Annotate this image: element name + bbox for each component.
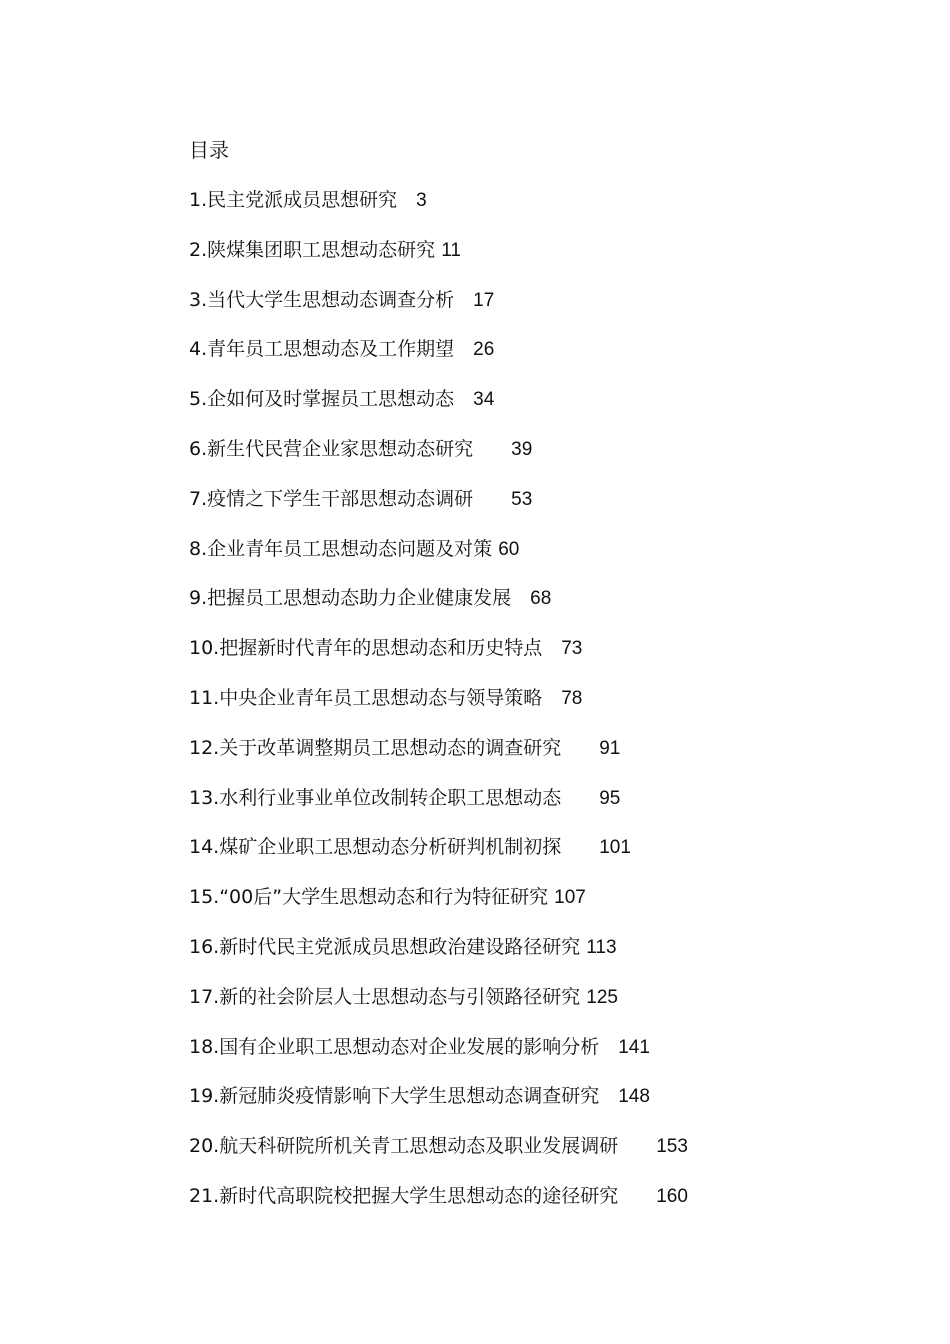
toc-entry-page: 95 [599,787,621,809]
toc-entry [189,1079,889,1113]
toc-entry [189,482,889,516]
toc-entry-gap [561,836,599,858]
toc-entry-label: 16.新时代民主党派成员思想政治建设路径研究 [189,935,581,958]
toc-entry-label: 21.新时代高职院校把握大学生思想动态的途径研究 [189,1184,619,1207]
toc-entry [189,781,889,815]
toc-entry-label: 8.企业青年员工思想动态问题及对策 [189,537,493,560]
toc-entry [189,532,889,566]
toc-entry [189,880,889,914]
toc-entry [189,631,889,665]
toc-entry-gap [599,1085,618,1107]
table-of-contents [189,133,889,1229]
toc-entry-gap [473,438,511,460]
toc-entry-page: 11 [441,239,461,261]
toc-entry-gap [511,587,530,609]
toc-entry-page: 53 [511,488,533,510]
toc-entry-label: 15.“00后”大学生思想动态和行为特征研究 [189,886,549,909]
toc-entry [189,581,889,615]
toc-entry-page: 107 [554,887,586,909]
toc-entry [189,233,889,267]
toc-entry-label: 11.中央企业青年员工思想动态与领导策略 [189,686,543,709]
toc-entry [189,432,889,466]
toc-entry-page: 78 [561,687,583,709]
toc-entry-label: 14.煤矿企业职工思想动态分析研判机制初探 [189,836,562,859]
toc-entry-gap [542,637,561,659]
toc-entry [189,1129,889,1163]
toc-entry-label: 1.民主党派成员思想研究 [189,189,398,211]
toc-entry-page: 91 [599,737,621,759]
toc-entry [189,681,889,715]
toc-entry-page: 160 [656,1185,688,1207]
toc-entry-gap [561,787,599,809]
toc-entry-page: 39 [511,438,533,460]
toc-entry-label: 5.企如何及时掌握员工思想动态 [189,388,455,411]
toc-entry-label: 19.新冠肺炎疫情影响下大学生思想动态调查研究 [189,1085,600,1108]
toc-entry [189,332,889,366]
toc-entry-page: 101 [599,837,631,859]
toc-entry-label: 18.国有企业职工思想动态对企业发展的影响分析 [189,1035,600,1058]
toc-title: 目录 [189,138,229,162]
toc-entry-gap [454,289,473,311]
toc-entry-page: 26 [473,339,495,361]
toc-entry-page: 17 [473,289,495,311]
toc-entry-gap [473,488,511,510]
toc-entry-label: 6.新生代民营企业家思想动态研究 [189,437,474,460]
toc-entry-label: 7.疫情之下学生干部思想动态调研 [189,487,474,510]
toc-entry-page: 113 [586,936,617,958]
toc-entry [189,1179,889,1213]
toc-entry-gap [542,687,561,709]
toc-entry-gap [397,189,416,211]
toc-entry [189,382,889,416]
toc-entry-label: 4.青年员工思想动态及工作期望 [189,338,455,361]
toc-entry-label: 17.新的社会阶层人士思想动态与引领路径研究 [189,985,581,1008]
toc-entry-label: 20.航天科研院所机关青工思想动态及职业发展调研 [189,1135,619,1158]
toc-entry-page: 73 [561,638,583,660]
toc-entry [189,930,889,964]
toc-entry [189,980,889,1014]
toc-entry-page: 3 [416,190,427,211]
toc-entry-label: 13.水利行业事业单位改制转企职工思想动态 [189,786,562,809]
toc-entry-gap [454,388,473,410]
toc-entry-gap [599,1036,618,1058]
toc-entry-page: 68 [530,588,552,610]
toc-entry-gap [618,1135,656,1157]
toc-entry-page: 153 [656,1136,688,1158]
toc-entry [189,183,889,217]
toc-entry-label: 12.关于改革调整期员工思想动态的调查研究 [189,736,562,759]
toc-entry-gap [618,1185,656,1207]
toc-entry-label: 3.当代大学生思想动态调查分析 [189,288,455,311]
toc-entry-page: 60 [498,538,520,560]
toc-entry-gap [454,338,473,360]
toc-entry-label: 2.陕煤集团职工思想动态研究 [189,238,436,261]
toc-entry-page: 34 [473,389,495,411]
toc-entry-label: 10.把握新时代青年的思想动态和历史特点 [189,637,543,660]
toc-entry-page: 125 [586,986,618,1008]
toc-entry [189,830,889,864]
toc-entry [189,731,889,765]
toc-list [189,183,889,1213]
toc-entry-page: 148 [618,1086,650,1108]
toc-entry [189,1030,889,1064]
toc-entry [189,283,889,317]
toc-entry-label: 9.把握员工思想动态助力企业健康发展 [189,587,512,610]
toc-entry-gap [561,737,599,759]
toc-entry-page: 141 [618,1036,650,1058]
